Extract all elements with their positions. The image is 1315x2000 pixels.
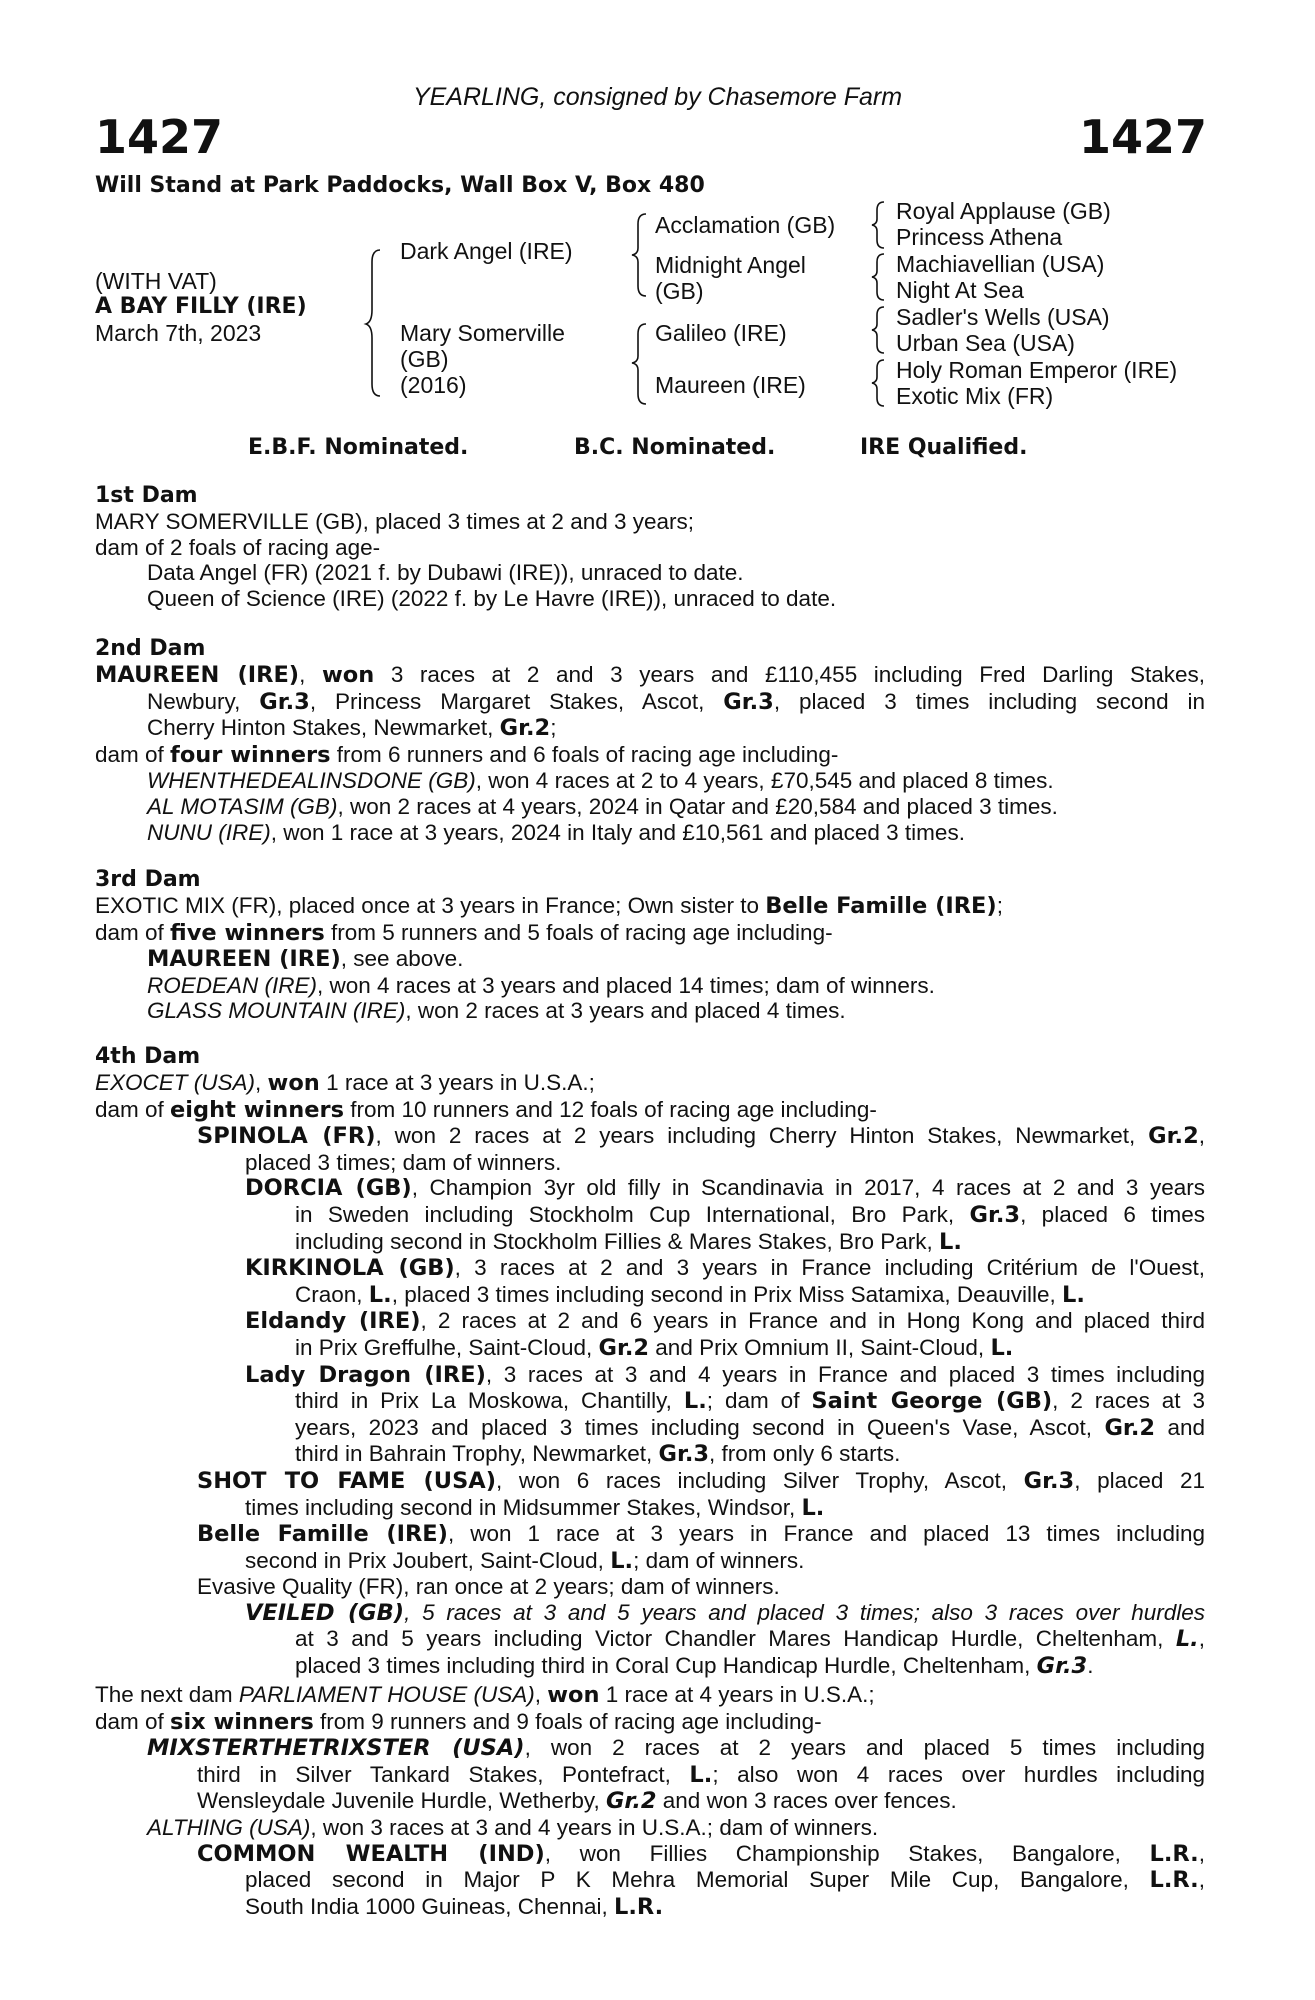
runner-record: third in Silver Tankard Stakes, Pontefract, <box>197 1761 690 1787</box>
produce-summary: from 6 runners and 6 foals of racing age including- <box>330 741 839 767</box>
grade-label: Gr.3 <box>969 1201 1021 1228</box>
winners-count: five winners <box>170 919 325 946</box>
first-dam-foals: dam of 2 foals of racing age- <box>95 534 381 560</box>
grade-label: Gr.2 <box>1104 1414 1156 1441</box>
grade-label: Gr.3 <box>723 688 774 715</box>
runner-record: , <box>1198 1867 1205 1893</box>
runner-name: MIXSTERTHETRIXSTER (USA) <box>147 1735 525 1762</box>
grade-label: L. <box>610 1547 634 1574</box>
sire-dam-line-1: Midnight Angel <box>655 252 806 278</box>
second-dam-name: MAUREEN (IRE) <box>95 662 300 688</box>
pedigree-brace-g4 <box>872 358 888 408</box>
runner-name: DORCIA (GB) <box>245 1175 412 1202</box>
separator: , <box>534 1682 548 1707</box>
grade-label: Gr.3 <box>259 688 310 715</box>
stabling-info: Will Stand at Park Paddocks, Wall Box V, Box 480 <box>95 173 705 198</box>
grade-label: L. <box>1175 1626 1199 1653</box>
runner-record: ; dam of <box>706 1388 812 1414</box>
g3-sss: Royal Applause (GB) <box>896 198 1111 224</box>
runner-record: , won 2 races at 2 years and placed 5 times including <box>524 1735 1206 1761</box>
winners-count: eight winners <box>170 1096 345 1123</box>
g3-ddd: Exotic Mix (FR) <box>896 383 1054 409</box>
dam-dam: Maureen (IRE) <box>655 372 806 398</box>
runner-record: times including second in Midsummer Stakes, Windsor, <box>245 1494 802 1520</box>
g3-ssd: Princess Athena <box>896 224 1063 250</box>
runner-record: , won 3 races at 3 and 4 years in U.S.A.; dam of winners. <box>310 1814 879 1840</box>
lot-number-right: 1427 <box>1078 110 1207 164</box>
grade-label: L. <box>801 1494 825 1521</box>
runner-record: Wensleydale Juvenile Hurdle, Wetherby, <box>197 1788 606 1814</box>
fourth-dam-heading: 4th Dam <box>95 1044 201 1069</box>
runner-record: , won 6 races including Silver Trophy, Ascot, <box>495 1467 1024 1493</box>
grade-label: Gr.2 <box>605 1788 657 1815</box>
runner-record: , see above. <box>340 946 464 972</box>
runner-record: placed second in Major P K Mehra Memorial Super Mile Cup, Bangalore, <box>245 1867 1150 1893</box>
grade-label: Gr.3 <box>1036 1653 1088 1680</box>
produce-summary: dam of <box>95 741 171 767</box>
runner-record: and <box>1155 1414 1205 1440</box>
sister-name: Belle Famille (IRE) <box>765 893 997 919</box>
runner-record: , placed 21 <box>1074 1467 1206 1493</box>
runner-record: , 5 races at 3 and 5 years and placed 3 times; also 3 races over hurdles <box>404 1599 1205 1625</box>
dam-line-2: (GB) <box>400 346 449 372</box>
runner-record: placed 3 times including third in Coral Cup Handicap Hurdle, Cheltenham, <box>295 1653 1037 1679</box>
runner-name: ROEDEAN (IRE) <box>147 972 318 998</box>
runner-record: , won 1 race at 3 years in France and placed 13 times including <box>447 1521 1205 1547</box>
runner-record: in Sweden including Stockholm Cup International, Bro Park, <box>295 1201 970 1227</box>
race-record: , placed 3 times including second in <box>773 688 1205 714</box>
sire-dam-line-2: (GB) <box>655 278 704 304</box>
first-dam-heading: 1st Dam <box>95 483 198 508</box>
grade-label: L.R. <box>1149 1867 1199 1894</box>
runner-name: ALTHING (USA) <box>147 1814 311 1840</box>
runner-record: including second in Stockholm Fillies & Mares Stakes, Bro Park, <box>295 1228 940 1254</box>
separator: , <box>255 1070 268 1095</box>
won-label: won <box>547 1682 600 1708</box>
race-record: ; <box>996 893 1003 918</box>
race-record: 1 race at 3 years in U.S.A.; <box>319 1070 595 1095</box>
race-record: EXOTIC MIX (FR), placed once at 3 years in France; Own sister to <box>95 893 766 918</box>
runner-record: years, 2023 and placed 3 times including second in Queen's Vase, Ascot, <box>295 1414 1105 1440</box>
runner-record: third in Bahrain Trophy, Newmarket, <box>295 1441 659 1467</box>
grade-label: Gr.2 <box>598 1334 650 1361</box>
runner-record: , 2 races at 3 <box>1052 1388 1205 1414</box>
lot-number-left: 1427 <box>95 110 224 164</box>
grade-label: L. <box>990 1334 1014 1361</box>
runner-name: KIRKINOLA (GB) <box>245 1255 455 1282</box>
runner-name: MAUREEN (IRE) <box>147 946 341 973</box>
race-record: Cherry Hinton Stakes, Newmarket, <box>147 715 500 741</box>
fourth-dam-section <box>95 1044 1205 1680</box>
runner-record: second in Prix Joubert, Saint-Cloud, <box>245 1547 611 1573</box>
grade-label: L. <box>1062 1281 1085 1308</box>
runner-name: AL MOTASIM (GB) <box>147 793 338 819</box>
runner-record: , 3 races at 2 and 3 years in France including Critérium de l'Ouest, <box>454 1255 1206 1281</box>
race-record: ; <box>550 715 557 741</box>
runner-record: , 3 races at 3 and 4 years in France and placed 3 times including <box>485 1361 1205 1387</box>
g3-dsd: Urban Sea (USA) <box>896 330 1075 356</box>
grade-label: L.R. <box>614 1893 664 1920</box>
produce-summary: dam of <box>95 1096 171 1122</box>
produce-record: Queen of Science (IRE) (2022 f. by Le Havre (IRE)), unraced to date. <box>147 585 837 611</box>
second-dam-section: 2nd Dam MAUREEN (IRE), won 3 races at 2 and 3 years and £110,455 including Fred Darling Stakes, Newbury, Gr.3, Princess Margaret Stakes, Ascot, Gr.3, placed 3 times including second in Cherry Hinton Stakes, Newmarket, Gr.2; dam of four winners from 6 runners and 6 foals of racing age including- WHENTHEDEALINSDONE (GB), won 4 races at 2 to 4 years, £70,545 and placed 8 times. AL MOTASIM (GB), won 2 races at 4 years, 2024 in Qatar and £20,584 and placed 3 times. NUNU (IRE), won 1 race at 3 years, 2024 in Italy and £10,561 and placed 3 times. <box>95 636 1205 845</box>
runner-record: and won 3 races over fences. <box>656 1788 957 1814</box>
runner-name: Saint George (GB) <box>811 1388 1053 1415</box>
race-record: 3 races at 2 and 3 years and £110,455 including Fred Darling Stakes, <box>374 662 1205 687</box>
won-label: won <box>321 662 375 688</box>
produce-summary: dam of <box>95 1708 171 1734</box>
runner-record: , won 4 races at 3 years and placed 14 times; dam of winners. <box>317 972 935 998</box>
runner-record: , Champion 3yr old filly in Scandinavia in 2017, 4 races at 2 and 3 years <box>411 1175 1205 1201</box>
runner-name: Lady Dragon (IRE) <box>245 1361 486 1388</box>
runner-record: , won 1 race at 3 years, 2024 in Italy and £10,561 and placed 3 times. <box>270 819 965 845</box>
grade-label: L. <box>689 1761 713 1788</box>
g3-dds: Holy Roman Emperor (IRE) <box>896 357 1178 383</box>
third-dam-heading: 3rd Dam <box>95 867 201 892</box>
dam-name: EXOCET (USA) <box>95 1070 256 1095</box>
runner-record: South India 1000 Guineas, Chennai, <box>245 1893 615 1919</box>
winners-count: four winners <box>170 741 331 768</box>
g3-sds: Machiavellian (USA) <box>896 251 1105 277</box>
race-record: , Princess Margaret Stakes, Ascot, <box>309 688 724 714</box>
runner-name: SPINOLA (FR) <box>197 1123 376 1150</box>
pedigree-brace-main <box>366 248 386 398</box>
pedigree-brace-g1 <box>872 200 888 250</box>
first-dam-section <box>95 483 1205 611</box>
bc-nominated: B.C. Nominated. <box>574 435 776 460</box>
runner-record: , won 2 races at 3 years and placed 4 times. <box>405 998 846 1024</box>
runner-name: GLASS MOUNTAIN (IRE) <box>147 998 406 1024</box>
runner-record: Evasive Quality (FR), ran once at 2 years; dam of winners. <box>197 1574 780 1600</box>
runner-record: , <box>1198 1123 1205 1149</box>
horse-name: A BAY FILLY (IRE) <box>95 294 307 319</box>
produce-summary: from 10 runners and 12 foals of racing age including- <box>344 1096 877 1122</box>
runner-record: Craon, <box>295 1281 369 1307</box>
runner-record: . <box>1087 1653 1094 1679</box>
sire: Dark Angel (IRE) <box>400 238 573 264</box>
grade-label: L.R. <box>1149 1840 1199 1867</box>
race-record: The next dam <box>95 1682 239 1707</box>
second-dam-heading: 2nd Dam <box>95 636 206 661</box>
grade-label: Gr.2 <box>1148 1123 1199 1150</box>
grade-label: Gr.3 <box>1023 1467 1075 1494</box>
runner-record: ; dam of winners. <box>633 1547 805 1573</box>
produce-summary: from 9 runners and 9 foals of racing age including- <box>313 1708 822 1734</box>
pedigree-brace-sire <box>632 212 652 298</box>
runner-record: placed 3 times; dam of winners. <box>245 1149 562 1175</box>
grade-label: Gr.3 <box>658 1441 710 1468</box>
runner-record: , placed 3 times including second in Prix Miss Satamixa, Deauville, <box>391 1281 1062 1307</box>
runner-record: , won 4 races at 2 to 4 years, £70,545 and placed 8 times. <box>475 768 1054 794</box>
runner-name: COMMON WEALTH (IND) <box>197 1840 545 1867</box>
grade-label: L. <box>939 1228 962 1255</box>
g3-sdd: Night At Sea <box>896 277 1024 303</box>
runner-name: Eldandy (IRE) <box>245 1308 421 1335</box>
dam-sire: Galileo (IRE) <box>655 320 787 346</box>
dam-name: PARLIAMENT HOUSE (USA) <box>238 1682 535 1707</box>
pedigree-brace-g2 <box>872 252 888 302</box>
first-dam-line: MARY SOMERVILLE (GB), placed 3 times at 2 and 3 years; <box>95 509 695 534</box>
next-dam-section <box>95 1682 1205 1920</box>
produce-record: Data Angel (FR) (2021 f. by Dubawi (IRE)), unraced to date. <box>147 560 744 586</box>
runner-record: , <box>1198 1626 1205 1652</box>
pedigree-brace-dam <box>632 322 652 406</box>
grade-label: Gr.2 <box>499 715 551 742</box>
g3-dss: Sadler's Wells (USA) <box>896 304 1110 330</box>
runner-record: in Prix Greffulhe, Saint-Cloud, <box>295 1334 599 1360</box>
runner-record: , from only 6 starts. <box>709 1441 901 1467</box>
runner-record: and Prix Omnium II, Saint-Cloud, <box>649 1334 991 1360</box>
grade-label: L. <box>368 1281 392 1308</box>
runner-record: , won 2 races at 4 years, 2024 in Qatar and £20,584 and placed 3 times. <box>337 793 1058 819</box>
runner-record: at 3 and 5 years including Victor Chandler Mares Handicap Hurdle, Cheltenham, <box>295 1626 1176 1652</box>
runner-record: third in Prix La Moskowa, Chantilly, <box>295 1388 684 1414</box>
runner-record: , placed 6 times <box>1020 1201 1205 1227</box>
sire-sire: Acclamation (GB) <box>655 212 836 238</box>
winners-count: six winners <box>170 1708 314 1735</box>
runner-record: , won Fillies Championship Stakes, Bangalore, <box>544 1840 1150 1866</box>
race-record: Newbury, <box>147 688 260 714</box>
grade-label: L. <box>683 1388 707 1415</box>
won-label: won <box>267 1070 320 1096</box>
runner-record: , 2 races at 2 and 6 years in France and in Hong Kong and placed third <box>420 1308 1205 1334</box>
produce-summary: from 5 runners and 5 foals of racing age including- <box>324 919 833 945</box>
consignor-line: YEARLING, consigned by Chasemore Farm <box>412 83 903 111</box>
race-record: 1 race at 4 years in U.S.A.; <box>599 1682 875 1707</box>
third-dam-section <box>95 867 1205 1024</box>
runner-name: NUNU (IRE) <box>147 819 271 845</box>
ire-qualified: IRE Qualified. <box>860 435 1028 460</box>
runner-name: WHENTHEDEALINSDONE (GB) <box>147 768 476 794</box>
dam-line-1: Mary Somerville <box>400 320 565 346</box>
runner-record: , won 2 races at 2 years including Cherry Hinton Stakes, Newmarket, <box>375 1123 1149 1149</box>
dam-line-3: (2016) <box>400 372 467 398</box>
pedigree-brace-g3 <box>872 305 888 355</box>
ebf-nominated: E.B.F. Nominated. <box>248 435 469 460</box>
runner-name: VEILED (GB) <box>245 1599 405 1626</box>
runner-record: ; also won 4 races over hurdles including <box>712 1761 1205 1787</box>
vat-note: (WITH VAT) <box>95 268 217 294</box>
runner-name: Belle Famille (IRE) <box>197 1521 448 1548</box>
foaling-date: March 7th, 2023 <box>95 320 262 346</box>
runner-record: , <box>1198 1840 1205 1866</box>
produce-summary: dam of <box>95 919 171 945</box>
runner-name: SHOT TO FAME (USA) <box>197 1467 496 1494</box>
